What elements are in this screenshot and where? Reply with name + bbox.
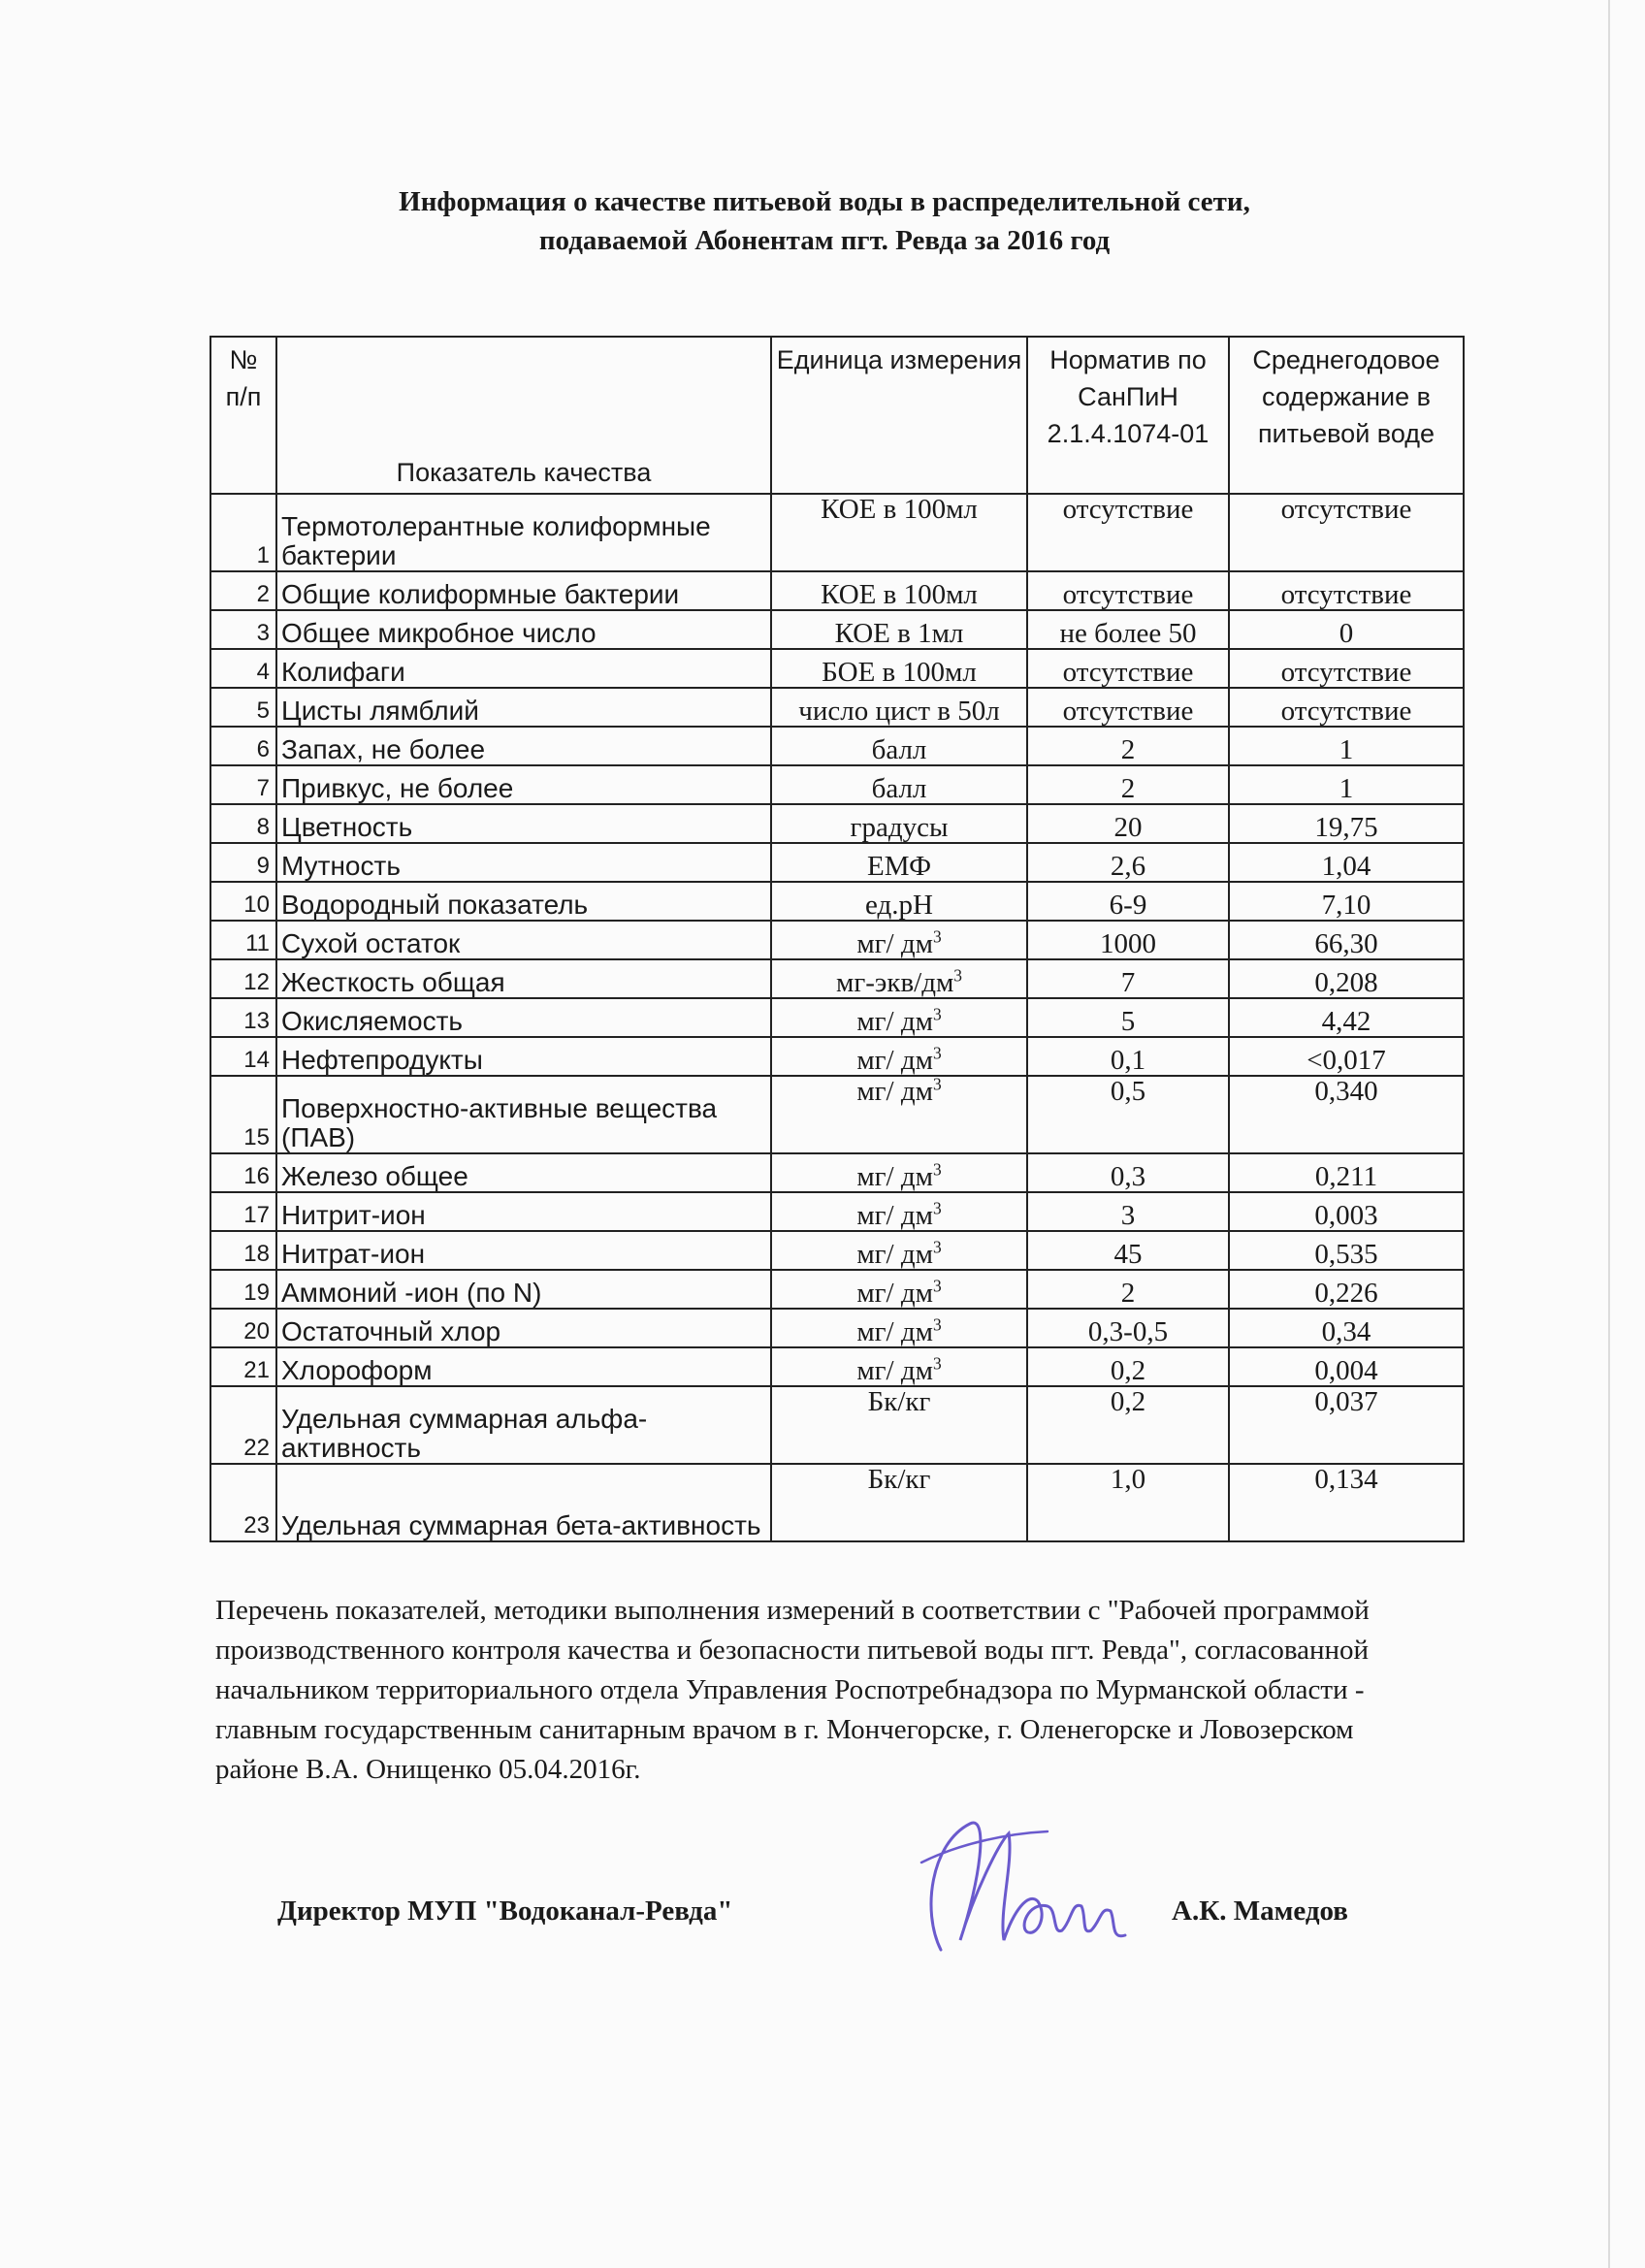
unit-cell-text: мг/ дм <box>856 1006 933 1037</box>
unit-cell-text: ЕМФ <box>866 851 932 882</box>
value-cell <box>1229 727 1464 765</box>
norm-cell <box>1027 882 1229 921</box>
norm-cell <box>1027 1386 1229 1464</box>
unit-cell-text: мг/ дм <box>856 1355 933 1386</box>
indicator-cell <box>276 688 771 727</box>
unit-superscript: 3 <box>932 1043 942 1063</box>
unit-superscript: 3 <box>932 926 942 947</box>
table-row <box>210 1076 1464 1153</box>
indicator-cell <box>276 804 771 843</box>
indicator-cell-text: Удельная суммарная бета-активность <box>281 1510 761 1540</box>
unit-cell <box>771 1464 1027 1541</box>
indicator-cell <box>276 1347 771 1386</box>
norm-cell-text: 0,3 <box>1110 1161 1146 1192</box>
indicator-cell-text: Аммоний -ион (по N) <box>281 1278 542 1308</box>
value-cell <box>1229 1192 1464 1231</box>
table-row <box>210 843 1464 882</box>
indicator-cell-text: Удельная суммарная альфа-активность <box>281 1404 648 1463</box>
indicator-cell <box>276 1309 771 1347</box>
unit-superscript: 3 <box>932 1159 942 1180</box>
norm-cell-text: 7 <box>1120 967 1136 998</box>
unit-cell <box>771 688 1027 727</box>
row-number-text: 14 <box>243 1047 270 1073</box>
unit-cell-text: мг/ дм <box>856 1161 933 1192</box>
norm-cell-text: отсутствие <box>1062 579 1194 610</box>
value-cell <box>1229 765 1464 804</box>
table-row <box>210 1347 1464 1386</box>
norm-cell-text: 2 <box>1120 1278 1136 1309</box>
header-num: № п/п <box>210 337 276 494</box>
indicator-cell-text: Колифаги <box>281 657 405 687</box>
unit-cell <box>771 494 1027 571</box>
table-row <box>210 727 1464 765</box>
row-number-text: 18 <box>243 1241 270 1267</box>
unit-cell <box>771 921 1027 959</box>
unit-cell-text: КОЕ в 100мл <box>821 579 978 610</box>
indicator-cell <box>276 843 771 882</box>
table-row <box>210 1192 1464 1231</box>
table-row <box>210 998 1464 1037</box>
norm-cell <box>1027 1076 1229 1153</box>
unit-cell-text: Бк/кг <box>867 1386 931 1417</box>
unit-cell-text: КОЕ в 100мл <box>821 494 978 525</box>
indicator-cell-text: Нитрат-ион <box>281 1239 426 1269</box>
indicator-cell <box>276 1231 771 1270</box>
norm-cell <box>1027 1270 1229 1309</box>
value-cell <box>1229 1464 1464 1541</box>
value-cell-text: 0,226 <box>1314 1278 1378 1309</box>
norm-cell-text: 20 <box>1113 812 1143 843</box>
value-cell-text: 0,340 <box>1314 1076 1378 1107</box>
norm-cell <box>1027 727 1229 765</box>
row-number-text: 3 <box>256 620 270 646</box>
indicator-cell-text: Окисляемость <box>281 1006 463 1036</box>
norm-cell-text: отсутствие <box>1062 696 1194 727</box>
page-edge <box>1608 0 1610 2268</box>
norm-cell-text: 0,3-0,5 <box>1087 1316 1169 1347</box>
row-number-text: 16 <box>243 1163 270 1189</box>
norm-cell <box>1027 1231 1229 1270</box>
indicator-cell-text: Привкус, не более <box>281 773 514 803</box>
value-cell-text: 0,535 <box>1314 1239 1378 1270</box>
unit-cell <box>771 1270 1027 1309</box>
signer-name: А.К. Мамедов <box>1172 1895 1348 1927</box>
norm-cell-text: не более 50 <box>1059 618 1197 649</box>
indicator-cell <box>276 1076 771 1153</box>
norm-cell <box>1027 1037 1229 1076</box>
value-cell-text: отсутствие <box>1280 657 1412 688</box>
value-cell-text: 1 <box>1339 734 1354 765</box>
document-title <box>213 182 1435 260</box>
row-number <box>210 1153 276 1192</box>
indicator-cell <box>276 494 771 571</box>
unit-cell <box>771 571 1027 610</box>
row-number <box>210 1270 276 1309</box>
norm-cell-text: отсутствие <box>1062 494 1194 525</box>
unit-cell <box>771 1386 1027 1464</box>
unit-superscript: 3 <box>932 1353 942 1374</box>
header-indicator: Показатель качества <box>276 337 771 494</box>
unit-cell-text: градусы <box>850 812 949 843</box>
row-number-text: 2 <box>256 581 270 607</box>
row-number <box>210 843 276 882</box>
value-cell-text: 4,42 <box>1321 1006 1371 1037</box>
norm-cell <box>1027 688 1229 727</box>
norm-cell <box>1027 921 1229 959</box>
unit-cell <box>771 765 1027 804</box>
value-cell <box>1229 1231 1464 1270</box>
indicator-cell <box>276 1192 771 1231</box>
indicator-cell-text: Железо общее <box>281 1161 468 1191</box>
row-number <box>210 1076 276 1153</box>
table-row <box>210 1153 1464 1192</box>
norm-cell <box>1027 998 1229 1037</box>
norm-cell-text: 45 <box>1113 1239 1143 1270</box>
indicator-cell-text: Водородный показатель <box>281 890 589 920</box>
indicator-cell-text: Жесткость общая <box>281 967 505 997</box>
row-number-text: 7 <box>256 775 270 801</box>
table-row <box>210 1464 1464 1541</box>
value-cell-text: 0 <box>1339 618 1354 649</box>
unit-cell-text: мг/ дм <box>856 1045 933 1076</box>
row-number-text: 23 <box>243 1512 270 1539</box>
indicator-cell-text: Цветность <box>281 812 413 842</box>
unit-cell-text: КОЕ в 1мл <box>834 618 964 649</box>
norm-cell <box>1027 1309 1229 1347</box>
row-number <box>210 1309 276 1347</box>
norm-cell <box>1027 1192 1229 1231</box>
unit-superscript: 3 <box>932 1276 942 1296</box>
indicator-cell-text: Цисты лямблий <box>281 696 479 726</box>
unit-cell-text: мг/ дм <box>856 1316 933 1347</box>
value-cell <box>1229 959 1464 998</box>
value-cell-text: отсутствие <box>1280 494 1412 525</box>
row-number <box>210 1347 276 1386</box>
unit-cell <box>771 610 1027 649</box>
table-row <box>210 804 1464 843</box>
value-cell-text: 19,75 <box>1314 812 1378 843</box>
row-number <box>210 688 276 727</box>
value-cell <box>1229 494 1464 571</box>
norm-cell <box>1027 571 1229 610</box>
value-cell <box>1229 1347 1464 1386</box>
value-cell-text: отсутствие <box>1280 579 1412 610</box>
table-row <box>210 494 1464 571</box>
unit-cell <box>771 727 1027 765</box>
unit-superscript: 3 <box>932 1314 942 1335</box>
indicator-cell <box>276 1386 771 1464</box>
norm-cell-text: 3 <box>1120 1200 1136 1231</box>
unit-superscript: 3 <box>932 1004 942 1024</box>
row-number <box>210 1386 276 1464</box>
table-row <box>210 1231 1464 1270</box>
value-cell <box>1229 1153 1464 1192</box>
row-number <box>210 882 276 921</box>
unit-cell <box>771 1153 1027 1192</box>
indicator-cell <box>276 998 771 1037</box>
header-value: Среднегодовое содержание в питьевой воде <box>1229 337 1464 494</box>
row-number <box>210 649 276 688</box>
row-number-text: 5 <box>256 697 270 724</box>
unit-cell-text: число цист в 50л <box>798 696 1000 727</box>
indicator-cell <box>276 1464 771 1541</box>
unit-cell-text: мг/ дм <box>856 1278 933 1309</box>
unit-cell-text: БОЕ в 100мл <box>822 657 977 688</box>
norm-cell-text: 2 <box>1120 773 1136 804</box>
unit-cell <box>771 1192 1027 1231</box>
value-cell <box>1229 1386 1464 1464</box>
norm-cell <box>1027 843 1229 882</box>
value-cell-text: 0,134 <box>1314 1464 1378 1495</box>
norm-cell <box>1027 804 1229 843</box>
table-row <box>210 610 1464 649</box>
header-unit: Единица измерения <box>771 337 1027 494</box>
norm-cell <box>1027 959 1229 998</box>
value-cell-text: 0,211 <box>1314 1161 1378 1192</box>
row-number-text: 8 <box>256 814 270 840</box>
row-number <box>210 1464 276 1541</box>
unit-superscript: 3 <box>953 965 962 986</box>
row-number <box>210 1231 276 1270</box>
unit-cell <box>771 804 1027 843</box>
norm-cell-text: 1,0 <box>1110 1464 1146 1495</box>
row-number <box>210 804 276 843</box>
norm-cell-text: 0,5 <box>1110 1076 1146 1107</box>
indicator-cell-text: Общие колиформные бактерии <box>281 579 680 609</box>
table-row <box>210 1386 1464 1464</box>
norm-cell <box>1027 765 1229 804</box>
unit-superscript: 3 <box>932 1198 942 1218</box>
row-number <box>210 494 276 571</box>
row-number-text: 15 <box>243 1124 270 1150</box>
signer-position: Директор МУП "Водоканал-Ревда" <box>277 1895 733 1927</box>
unit-cell-text: мг/ дм <box>856 928 933 959</box>
row-number-text: 13 <box>243 1008 270 1034</box>
row-number-text: 22 <box>243 1435 270 1461</box>
value-cell <box>1229 921 1464 959</box>
row-number <box>210 1192 276 1231</box>
norm-cell <box>1027 1464 1229 1541</box>
unit-cell <box>771 1037 1027 1076</box>
unit-cell <box>771 1076 1027 1153</box>
unit-cell-text: мг-экв/дм <box>836 967 954 998</box>
value-cell-text: 66,30 <box>1314 928 1378 959</box>
indicator-cell <box>276 1037 771 1076</box>
row-number-text: 21 <box>243 1357 270 1383</box>
value-cell-text: 0,037 <box>1314 1386 1378 1417</box>
value-cell <box>1229 1076 1464 1153</box>
indicator-cell-text: Общее микробное число <box>281 618 597 648</box>
row-number-text: 12 <box>243 969 270 995</box>
row-number-text: 10 <box>243 891 270 918</box>
value-cell <box>1229 1309 1464 1347</box>
unit-cell-text: Бк/кг <box>867 1464 931 1495</box>
table-row <box>210 688 1464 727</box>
row-number <box>210 765 276 804</box>
row-number-text: 11 <box>245 930 270 956</box>
indicator-cell <box>276 882 771 921</box>
table-row <box>210 1309 1464 1347</box>
indicator-cell-text: Сухой остаток <box>281 928 461 958</box>
row-number-text: 6 <box>256 736 270 762</box>
indicator-cell <box>276 1270 771 1309</box>
norm-cell <box>1027 494 1229 571</box>
handwritten-signature <box>902 1804 1145 1960</box>
header-norm: Норматив по СанПиН 2.1.4.1074-01 <box>1027 337 1229 494</box>
value-cell-text: 0,004 <box>1314 1355 1378 1386</box>
value-cell <box>1229 610 1464 649</box>
norm-cell-text: 0,1 <box>1110 1045 1146 1076</box>
value-cell <box>1229 1037 1464 1076</box>
row-number <box>210 998 276 1037</box>
indicator-cell-text: Поверхностно-активные вещества (ПАВ) <box>281 1093 718 1152</box>
value-cell-text: 0,003 <box>1314 1200 1378 1231</box>
value-cell-text: 0,34 <box>1321 1316 1371 1347</box>
table-body <box>210 494 1464 1541</box>
indicator-cell-text: Запах, не более <box>281 734 486 764</box>
value-cell <box>1229 571 1464 610</box>
row-number <box>210 727 276 765</box>
row-number-text: 19 <box>243 1280 270 1306</box>
unit-cell <box>771 998 1027 1037</box>
unit-cell <box>771 649 1027 688</box>
unit-cell-text: мг/ дм <box>856 1239 933 1270</box>
norm-cell <box>1027 649 1229 688</box>
indicator-cell <box>276 921 771 959</box>
table-row <box>210 921 1464 959</box>
row-number <box>210 571 276 610</box>
table-row <box>210 882 1464 921</box>
unit-cell-text: балл <box>871 773 927 804</box>
note-paragraph: Перечень показателей, методики выполнения измерений в соответствии с "Рабочей программой производственного контроля качества и безопасности питьевой воды пгт. Ревда", согласованной начальником территориального отдела Управления Роспотребнадзора по Мурманской области - главным государственным санитарным врачом в г. Мончегорске, г. Оленегорске и Ловозерском районе В.А. Онищенко 05.04.2016г. <box>215 1595 1370 1785</box>
unit-cell <box>771 1309 1027 1347</box>
norm-cell-text: 2 <box>1120 734 1136 765</box>
value-cell <box>1229 688 1464 727</box>
value-cell <box>1229 804 1464 843</box>
value-cell <box>1229 1270 1464 1309</box>
indicator-cell-text: Термотолерантные колиформные бактерии <box>281 511 711 570</box>
norm-cell-text: 0,2 <box>1110 1355 1146 1386</box>
row-number-text: 1 <box>256 542 270 568</box>
norm-cell-text: 1000 <box>1100 928 1156 959</box>
norm-cell-text: 2,6 <box>1110 851 1146 882</box>
value-cell-text: 1 <box>1339 773 1354 804</box>
water-quality-table <box>210 336 1465 1542</box>
row-number <box>210 959 276 998</box>
unit-cell <box>771 1231 1027 1270</box>
row-number-text: 9 <box>256 853 270 879</box>
indicator-cell <box>276 765 771 804</box>
row-number-text: 20 <box>243 1318 270 1345</box>
norm-cell-text: 5 <box>1120 1006 1136 1037</box>
unit-cell <box>771 882 1027 921</box>
indicator-cell-text: Мутность <box>281 851 401 881</box>
unit-cell-text: балл <box>871 734 927 765</box>
row-number <box>210 1037 276 1076</box>
title-line-1: Информация о качестве питьевой воды в распределительной сети, <box>399 186 1250 217</box>
unit-cell-text: мг/ дм <box>856 1200 933 1231</box>
norm-cell-text: 0,2 <box>1110 1386 1146 1417</box>
indicator-cell <box>276 1153 771 1192</box>
unit-superscript: 3 <box>932 1074 942 1094</box>
unit-superscript: 3 <box>932 1237 942 1257</box>
unit-cell-text: мг/ дм <box>856 1076 933 1107</box>
norm-cell <box>1027 1153 1229 1192</box>
row-number <box>210 610 276 649</box>
title-line-2: подаваемой Абонентам пгт. Ревда за 2016 год <box>538 225 1111 256</box>
table-row <box>210 1037 1464 1076</box>
indicator-cell <box>276 610 771 649</box>
table-row <box>210 765 1464 804</box>
row-number <box>210 921 276 959</box>
indicator-cell <box>276 649 771 688</box>
indicator-cell-text: Остаточный хлор <box>281 1316 501 1346</box>
indicator-cell-text: Нитрит-ион <box>281 1200 426 1230</box>
table-row <box>210 571 1464 610</box>
row-number-text: 17 <box>243 1202 270 1228</box>
norm-cell <box>1027 610 1229 649</box>
table-row <box>210 649 1464 688</box>
norm-cell <box>1027 1347 1229 1386</box>
value-cell-text: отсутствие <box>1280 696 1412 727</box>
table-row <box>210 1270 1464 1309</box>
value-cell-text: <0,017 <box>1306 1045 1386 1076</box>
value-cell-text: 1,04 <box>1321 851 1371 882</box>
indicator-cell <box>276 959 771 998</box>
indicator-cell-text: Нефтепродукты <box>281 1045 483 1075</box>
value-cell <box>1229 843 1464 882</box>
norm-cell-text: 6-9 <box>1109 890 1147 921</box>
unit-cell-text: ед.рН <box>865 890 933 921</box>
indicator-cell <box>276 727 771 765</box>
value-cell <box>1229 882 1464 921</box>
norm-cell-text: отсутствие <box>1062 657 1194 688</box>
unit-cell <box>771 843 1027 882</box>
unit-cell <box>771 959 1027 998</box>
value-cell-text: 0,208 <box>1314 967 1378 998</box>
unit-cell <box>771 1347 1027 1386</box>
table-header-row <box>210 337 1464 494</box>
value-cell-text: 7,10 <box>1321 890 1371 921</box>
value-cell <box>1229 649 1464 688</box>
value-cell <box>1229 998 1464 1037</box>
indicator-cell <box>276 571 771 610</box>
table-row <box>210 959 1464 998</box>
indicator-cell-text: Хлороформ <box>281 1355 433 1385</box>
row-number-text: 4 <box>256 659 270 685</box>
